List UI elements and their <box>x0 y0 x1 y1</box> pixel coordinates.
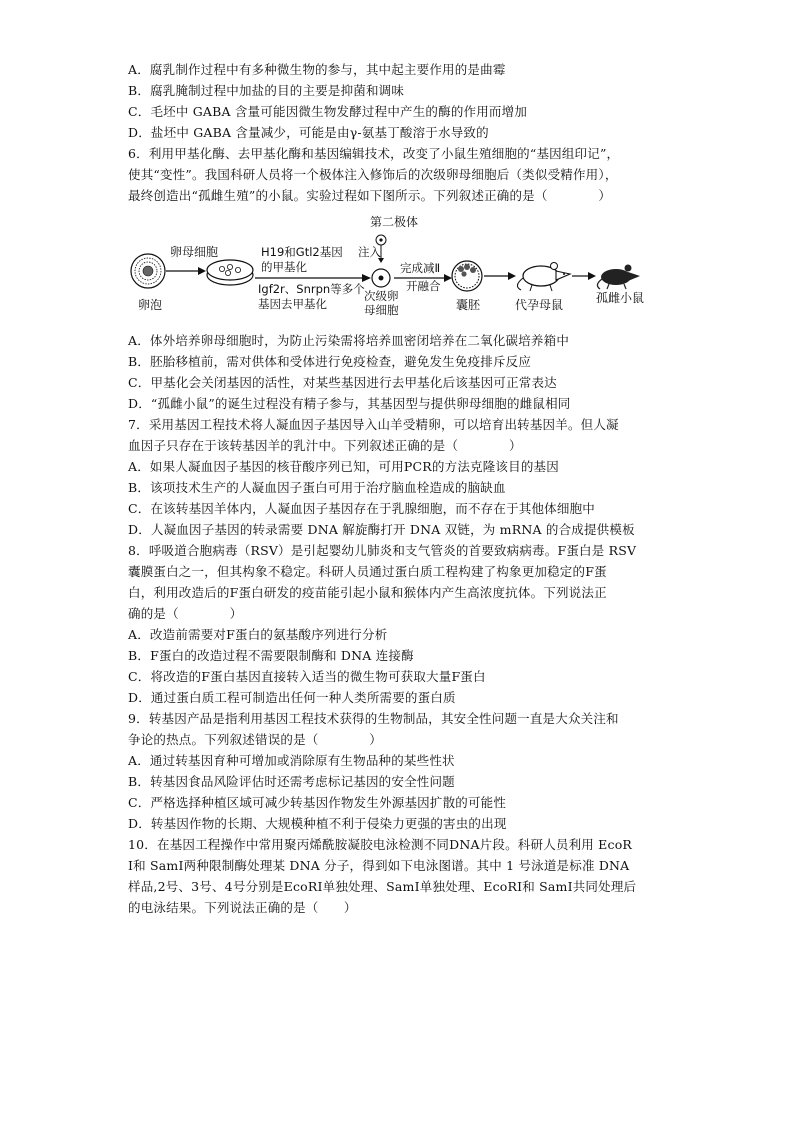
label-meiosis-line2: 开融合 <box>406 279 441 293</box>
q8-stem-line4: 确的是（ ） <box>128 606 243 621</box>
label-secondary-oocyte-line1: 次级卵 <box>364 289 399 303</box>
q5-option-d: D．盐坯中 GABA 含量减少，可能是由γ-氨基丁酸溶于水导致的 <box>128 125 489 140</box>
follicle-drawing <box>131 254 165 288</box>
q8-option-c: C．将改造的F蛋白基因直接转入适当的微生物可获取大量F蛋白 <box>128 669 486 684</box>
q9-stem-line1: 9．转基因产品是指利用基因工程技术获得的生物制品，其安全性问题一直是大众关注和 <box>128 711 619 726</box>
label-meiosis-line1: 完成减Ⅱ <box>400 261 441 275</box>
q8-stem-line2: 囊膜蛋白之一，但其构象不稳定。科研人员通过蛋白质工程构建了构象更加稳定的F蛋 <box>128 564 607 579</box>
surrogate-mouse-drawing <box>517 263 570 292</box>
q10-stem-line4: 的电泳结果。下列说法正确的是（ ） <box>128 900 357 915</box>
parthenogenesis-diagram <box>128 214 668 320</box>
q7-option-c: C．在该转基因羊体内，人凝血因子基因存在于乳腺细胞，而不存在于其他体细胞中 <box>128 501 595 516</box>
q9-stem-line2: 争论的热点。下列叙述错误的是（ ） <box>128 732 383 747</box>
q6-option-d: D．“孤雌小鼠”的诞生过程没有精子参与，其基因型与提供卵母细胞的雌鼠相同 <box>128 396 571 411</box>
q5-option-c: C．毛坯中 GABA 含量可能因微生物发酵过程中产生的酶的作用而增加 <box>128 104 528 119</box>
q10-stem-line2: Ⅰ和 SamⅠ两种限制酶处理某 DNA 分子，得到如下电泳图谱。其中 1 号泳道是标准 DNA <box>128 858 630 873</box>
q6-stem-line3: 最终创造出“孤雌生殖”的小鼠。实验过程如下图所示。下列叙述正确的是（ ） <box>128 188 612 203</box>
q6-stem-line1: 6．利用甲基化酶、去甲基化酶和基因编辑技术，改变了小鼠生殖细胞的“基因组印记”， <box>128 146 620 161</box>
q8-option-a: A．改造前需要对F蛋白的氨基酸序列进行分析 <box>128 627 388 642</box>
q9-option-a: A．通过转基因育种可增加或消除原有生物品种的某些性状 <box>128 753 455 768</box>
label-blastocyst: 囊胚 <box>456 298 481 312</box>
label-demethylation-line1: Igf2r、Snrpn等多个 <box>258 282 365 296</box>
q6-stem-line2: 使其“变性”。我国科研人员将一个极体注入修饰后的次级卵母细胞后（类似受精作用）， <box>128 167 618 182</box>
q7-option-b: B．该项技术生产的人凝血因子蛋白可用于治疗脑血栓造成的脑缺血 <box>128 480 506 495</box>
q6-option-a: A．体外培养卵母细胞时，为防止污染需将培养皿密闭培养在二氧化碳培养箱中 <box>128 333 570 348</box>
q10-stem-line1: 10．在基因工程操作中常用聚丙烯酰胺凝胶电泳检测不同DNA片段。科研人员利用 EcoR <box>128 837 633 852</box>
label-surrogate-mouse: 代孕母鼠 <box>515 298 564 312</box>
label-inject: 注入 <box>358 245 381 259</box>
q6-option-c: C．甲基化会关闭基因的活性，对某些基因进行去甲基化后该基因可正常表达 <box>128 375 557 390</box>
q10-stem-line3: 样品,2号、3号、4号分别是EcoRⅠ单独处理、SamⅠ单独处理、EcoRⅠ和 SamⅠ共同处理后 <box>128 879 637 894</box>
q7-option-d: D．人凝血因子基因的转录需要 DNA 解旋酶打开 DNA 双链，为 mRNA 的合成提供模板 <box>128 522 635 537</box>
label-second-polar-body: 第二极体 <box>370 215 419 229</box>
q7-option-a: A．如果人凝血因子基因的核苷酸序列已知，可用PCR的方法克隆该目的基因 <box>128 459 559 474</box>
label-methylation-line1: H19和Gtl2基因 <box>261 245 343 259</box>
petri-dish-drawing <box>207 260 253 285</box>
q8-stem-line3: 白，利用改造后的F蛋白研发的疫苗能引起小鼠和猴体内产生高浓度抗体。下列说法正 <box>128 585 607 600</box>
q5-option-b: B．腐乳腌制过程中加盐的目的主要是抑菌和调味 <box>128 83 405 98</box>
q8-option-d: D．通过蛋白质工程可制造出任何一种人类所需要的蛋白质 <box>128 690 456 705</box>
q8-option-b: B．F蛋白的改造过程不需要限制酶和 DNA 连接酶 <box>128 648 414 663</box>
label-follicle: 卵泡 <box>138 298 163 312</box>
label-oocyte: 卵母细胞 <box>170 245 219 259</box>
q7-stem-line2: 血因子只存在于该转基因羊的乳汁中。下列叙述正确的是（ ） <box>128 438 522 453</box>
secondary-oocyte-drawing <box>372 269 390 287</box>
label-parthenogenetic-mouse: 孤雌小鼠 <box>596 291 645 305</box>
q7-stem-line1: 7．采用基因工程技术将人凝血因子基因导入山羊受精卵，可以培育出转基因羊。但人凝 <box>128 417 619 432</box>
q9-option-d: D．转基因作物的长期、大规模种植不利于侵染力更强的害虫的出现 <box>128 816 507 831</box>
q5-option-a: A．腐乳制作过程中有多种微生物的参与，其中起主要作用的是曲霉 <box>128 62 506 77</box>
label-demethylation-line2: 基因去甲基化 <box>258 297 327 311</box>
q9-option-c: C．严格选择种植区域可减少转基因作物发生外源基因扩散的可能性 <box>128 795 507 810</box>
label-methylation-line2: 的甲基化 <box>261 260 307 274</box>
blastocyst-drawing <box>452 261 482 291</box>
parthenogenetic-mouse-drawing <box>597 265 640 290</box>
q9-option-b: B．转基因食品风险评估时还需考虑标记基因的安全性问题 <box>128 774 455 789</box>
q8-stem-line1: 8．呼吸道合胞病毒（RSV）是引起婴幼儿肺炎和支气管炎的首要致病病毒。F蛋白是 RSV <box>128 543 637 558</box>
label-secondary-oocyte-line2: 母细胞 <box>364 303 399 317</box>
q6-option-b: B．胚胎移植前，需对供体和受体进行免疫检查，避免发生免疫排斥反应 <box>128 354 532 369</box>
